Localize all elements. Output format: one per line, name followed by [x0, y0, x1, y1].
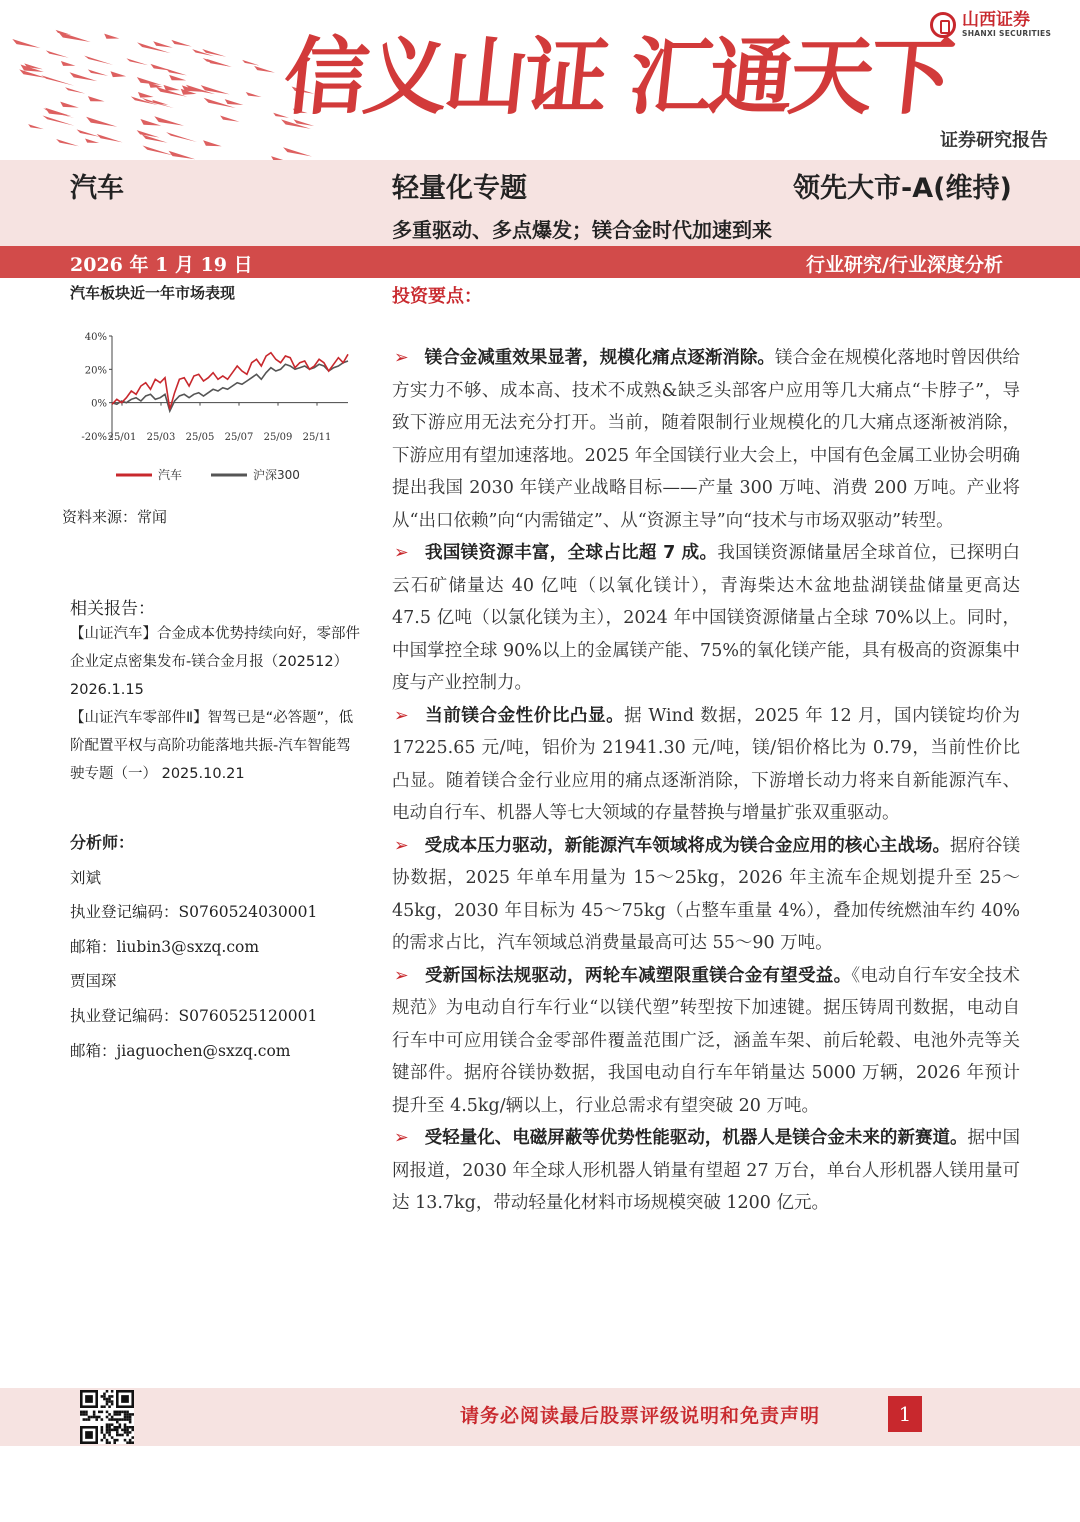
- legend-label: 汽车: [158, 468, 183, 482]
- header-streak: [207, 59, 232, 67]
- report-subtitle: 多重驱动、多点爆发；镁合金时代加速到来: [392, 218, 772, 242]
- header-streak: [111, 71, 127, 77]
- header-streak: [137, 130, 160, 137]
- header-streak: [21, 64, 44, 71]
- x-tick-label: 25/03: [146, 432, 176, 443]
- series-line-auto: [112, 353, 348, 410]
- page-number: 1: [888, 1396, 922, 1432]
- header-streak: [166, 132, 197, 142]
- header-streak: [137, 42, 170, 53]
- related-reports-title: 相关报告：: [70, 599, 155, 619]
- bullet-arrow-icon: ➢: [394, 705, 409, 726]
- analyst-email[interactable]: 邮箱：liubin3@sxzq.com: [70, 938, 260, 956]
- key-point-heading: 我国镁资源丰富，全球占比超 7 成。: [424, 543, 718, 563]
- chart-source: 资料来源：常闻: [62, 508, 168, 526]
- key-point: [392, 1122, 1020, 1220]
- key-points-title: 投资要点：: [392, 286, 482, 307]
- header-streak: [77, 129, 100, 136]
- key-point-body: 我国镁资源储量居全球首位，已探明白云石矿储量达 40 亿吨（以氧化镁计），青海柴达木盆地盐湖镁盐储量更高达 47.5 亿吨（以氯化镁为主），2024 年中国镁资源储量占全球 70%以上。同时，中国掌控全球 90%以上的金属镁产能、75%的氧化镁产能，具有极高的资源集中度与产业控制力。: [392, 543, 1020, 693]
- key-point-body: 据府谷镁协数据，2025 年单车用量为 15～25kg，2026 年主流车企规划提升至 25～45kg，2030 年目标为 45～75kg（占整车重量 4%），叠加传统燃油车约 40%的需求占比，汽车领域总消费量最高可达 55～90 万吨。: [392, 835, 1020, 953]
- header-streak: [97, 134, 123, 142]
- header-streak: [65, 87, 85, 93]
- header-streak: [153, 41, 173, 47]
- header-streak: [88, 96, 105, 101]
- header-streak: [104, 34, 119, 39]
- company-logo: [930, 12, 1051, 38]
- x-tick-label: 25/09: [263, 432, 293, 443]
- key-point: [392, 700, 1020, 830]
- header-streak: [60, 102, 79, 108]
- x-tick-label: 25/07: [224, 432, 254, 443]
- header-streak: [202, 49, 226, 57]
- analyst-title: 分析师：: [70, 833, 135, 852]
- header-streak: [70, 72, 98, 81]
- report-topic: 轻量化专题: [392, 173, 527, 204]
- related-report-item[interactable]: 【山证汽车零部件Ⅱ】智驾已是“必答题”，低阶配置平权与高阶功能落地共振-汽车智能驾驶专题（一） 2025.10.21: [70, 710, 354, 782]
- header-streak: [142, 135, 168, 143]
- x-tick-label: 25/11: [302, 432, 332, 443]
- related-report-item[interactable]: 【山证汽车】合金成本优势持续向好，零部件企业定点密集发布-镁合金月报（202512） 2026.1.15: [70, 626, 360, 698]
- header-streak: [28, 124, 44, 129]
- header-streak: [220, 116, 239, 122]
- key-point: [392, 537, 1020, 700]
- key-point-body: 据 Wind 数据，2025 年 12 月，国内镁锭均价为 17225.65 元/吨，铝价为 21941.30 元/吨，镁/铝价格比为 0.79，当前性价比凸显。随着镁合金行业应用的痛点逐渐消除，下游增长动力将来自新能源汽车、电动自行车、机器人等七大领域的存量替换与增量扩张双重驱动。: [392, 705, 1020, 823]
- header-streak: [84, 56, 113, 65]
- key-point: [392, 830, 1020, 960]
- key-point-body: 《电动自行车安全技术规范》为电动自行车行业“以镁代塑”转型按下加速键。据压铸周刊数据，电动自行车中可应用镁合金零部件覆盖范围广泛，涵盖车架、前后轮毂、电池外壳等关键部件。据府谷镁协数据，我国电动自行车年销量达 5000 万辆，2026 年预计提升至 4.5kg/辆以上，行业总需求有望突破 20 万吨。: [392, 965, 1021, 1116]
- analyst-email[interactable]: 邮箱：jiaguochen@sxzq.com: [70, 1042, 291, 1060]
- sector-label: 汽车: [70, 173, 124, 204]
- header-streak: [171, 40, 191, 47]
- report-date: 2026 年 1 月 19 日: [70, 254, 253, 276]
- report-category: 行业研究/行业深度分析: [806, 254, 1003, 276]
- chart-title: 汽车板块近一年市场表现: [70, 284, 236, 302]
- brand-slogan: 信义山证 汇通天下: [279, 27, 955, 126]
- key-point-heading: 当前镁合金性价比凸显。: [424, 705, 625, 726]
- header-streak: [225, 99, 244, 105]
- x-tick-label: 25/01: [107, 432, 137, 443]
- analyst-name: 贾国琛: [70, 972, 117, 990]
- legend-label: 沪深300: [253, 468, 300, 482]
- analyst-name: 刘斌: [70, 869, 102, 887]
- header-streak: [41, 75, 74, 86]
- y-tick-label: 0%: [91, 398, 107, 410]
- header-streak: [203, 140, 222, 146]
- key-point-heading: 受成本压力驱动，新能源汽车领域将成为镁合金应用的核心主战场。: [424, 835, 950, 856]
- header-streak: [138, 92, 154, 98]
- bullet-arrow-icon: ➢: [394, 965, 409, 986]
- header-streak: [154, 116, 184, 126]
- analyst-license: 执业登记编码：S0760524030001: [70, 903, 318, 921]
- header-streak: [56, 139, 79, 146]
- y-tick-label: 40%: [84, 332, 107, 343]
- key-point: [392, 960, 1020, 1123]
- footer-disclaimer[interactable]: 请务必阅读最后股票评级说明和免责声明: [460, 1405, 821, 1427]
- x-tick-label: 25/05: [185, 432, 215, 443]
- header-streak: [169, 151, 196, 160]
- header-streak: [254, 66, 275, 73]
- header-streak: [201, 85, 230, 94]
- key-point-body: 据中国网报道，2030 年全球人形机器人销量有望超 27 万台，单台人形机器人镁用量可达 13.7kg，带动轻量化材料市场规模突破 1200 亿元。: [392, 1128, 1021, 1213]
- header-streak: [283, 147, 312, 156]
- bullet-arrow-icon: ➢: [394, 543, 409, 563]
- report-type-label: 证券研究报告: [940, 130, 1048, 151]
- market-performance-chart: [76, 322, 366, 492]
- bullet-arrow-icon: ➢: [394, 1128, 409, 1148]
- header-streak: [46, 50, 69, 57]
- logo-name-cn: 山西证券: [962, 10, 1030, 30]
- y-tick-label: -20%: [81, 432, 107, 443]
- qr-code-icon[interactable]: [80, 1390, 134, 1444]
- header-streak: [86, 117, 117, 127]
- header-streak: [163, 85, 179, 91]
- header-streak: [61, 61, 76, 66]
- header-streak: [45, 108, 71, 116]
- bullet-arrow-icon: ➢: [394, 348, 409, 368]
- key-point-heading: 镁合金减重效果显著，规模化痛点逐渐消除。: [424, 348, 775, 368]
- header-streak: [12, 39, 40, 48]
- key-point-heading: 受新国标法规驱动，两轮车减塑限重镁合金有望受益。: [424, 965, 852, 986]
- header-streak: [166, 69, 187, 76]
- analyst-license: 执业登记编码：S0760525120001: [70, 1007, 318, 1025]
- header-streak: [126, 58, 148, 65]
- logo-name-en: SHANXI SECURITIES: [962, 29, 1052, 38]
- key-point-heading: 受轻量化、电磁屏蔽等优势性能驱动，机器人是镁合金未来的新赛道。: [424, 1128, 968, 1148]
- header-streak: [142, 98, 174, 108]
- bullet-arrow-icon: ➢: [394, 835, 409, 856]
- header-streak: [242, 60, 259, 66]
- y-tick-label: 20%: [84, 365, 107, 377]
- logo-emblem-icon: [930, 12, 956, 38]
- header-streak: [43, 115, 75, 125]
- key-points-list: [392, 342, 1020, 1220]
- key-point-body: 镁合金在规模化落地时曾因供给方实力不够、成本高、技术不成熟&缺乏头部客户应用等几大痛点“卡脖子”，导致下游应用无法充分打开。当前，随着限制行业规模化的几大痛点逐渐被消除，下游应用有望加速落地。2025 年全国镁行业大会上，中国有色金属工业协会明确提出我国 2030 年镁产业战略目标——产量 300 万吨、消费 200 万吨。产业将从“出口依赖”向“内需锚定”、从“资源主导”向“技术与市场双驱动”转型。: [392, 348, 1020, 531]
- rating-label: 领先大市-A(维持): [793, 173, 1012, 204]
- header-streak: [246, 92, 262, 97]
- header-streak: [88, 69, 108, 76]
- header-streak: [85, 138, 99, 143]
- header-streak: [143, 145, 175, 155]
- related-reports-list: [70, 620, 362, 788]
- key-point: [392, 342, 1020, 537]
- header-streak: [169, 75, 186, 80]
